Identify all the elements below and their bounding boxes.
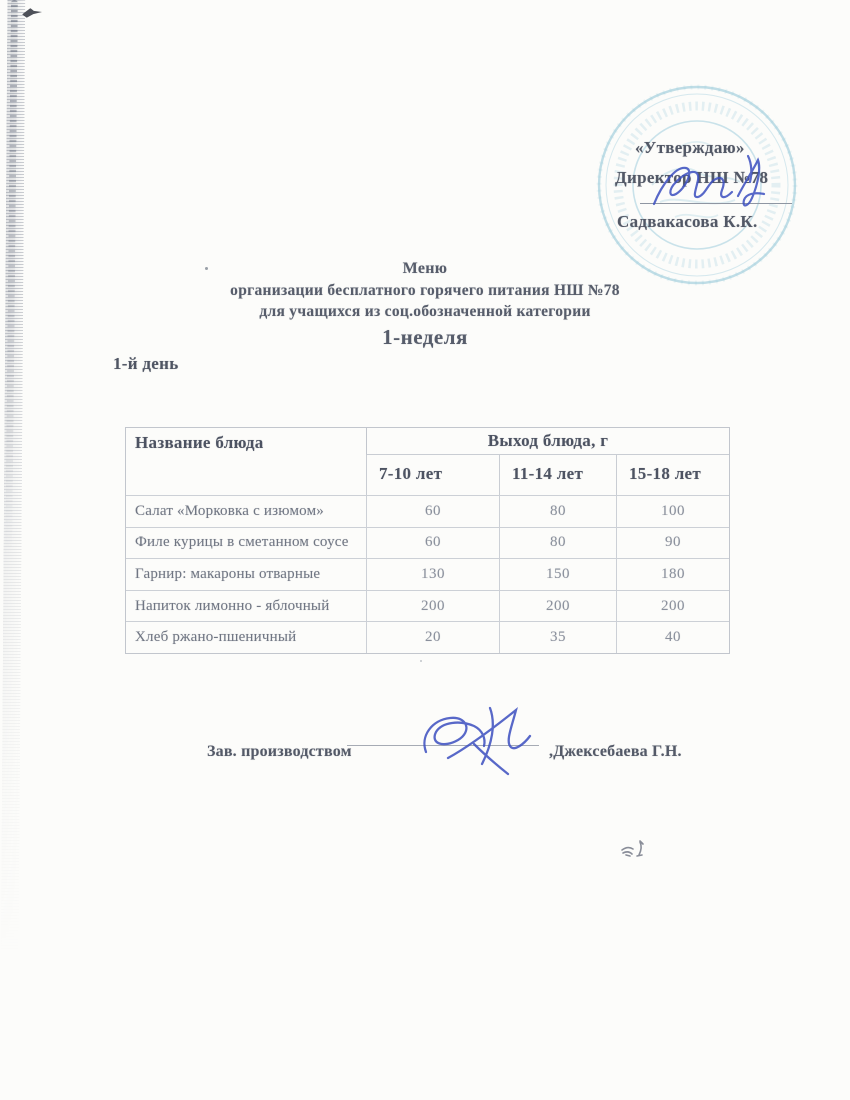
table-row-dish: Гарнир: макароны отварные xyxy=(126,558,366,590)
table-cell-value: 100 xyxy=(616,495,729,527)
production-manager-name: ,Джексебаева Г.Н. xyxy=(549,743,682,760)
table-cell-value: 130 xyxy=(366,558,499,590)
pencil-smudge xyxy=(618,838,652,860)
table-cell-value: 80 xyxy=(499,527,616,559)
dust-speck xyxy=(420,660,422,662)
production-manager-label: Зав. производством xyxy=(207,743,352,760)
table-cell-value: 80 xyxy=(499,495,616,527)
menu-table xyxy=(125,427,730,654)
column-header-dish: Название блюда xyxy=(135,433,264,452)
table-row-dish: Филе курицы в сметанном соусе xyxy=(126,527,366,559)
table-cell-value: 40 xyxy=(616,621,729,653)
day-label: 1-й день xyxy=(113,354,179,373)
week-label: 1-неделя xyxy=(382,325,468,349)
table-cell-value: 35 xyxy=(499,621,616,653)
approval-word: «Утверждаю» xyxy=(635,138,745,157)
table-cell-value: 60 xyxy=(366,527,499,559)
column-header-output: Выход блюда, г xyxy=(366,428,729,455)
table-row-dish: Напиток лимонно - яблочный xyxy=(126,590,366,622)
doc-subtitle-2: для учащихся из соц.обозначенной категории xyxy=(259,303,591,320)
column-header-age-1: 7-10 лет xyxy=(366,455,499,495)
column-header-age-2: 11-14 лет xyxy=(499,455,616,495)
table-cell-value: 60 xyxy=(366,495,499,527)
table-cell-value: 200 xyxy=(366,590,499,622)
table-row-dish: Хлеб ржано-пшеничный xyxy=(126,621,366,653)
table-cell-value: 200 xyxy=(616,590,729,622)
table-cell-value: 90 xyxy=(616,527,729,559)
director-name: Садвакасова К.К. xyxy=(617,212,758,231)
table-cell-value: 20 xyxy=(366,621,499,653)
column-header-age-3: 15-18 лет xyxy=(616,455,729,495)
producer-signature-icon xyxy=(412,700,562,778)
table-row-dish: Салат «Морковка с изюмом» xyxy=(126,495,366,527)
director-signature-icon xyxy=(648,150,790,216)
doc-subtitle-1: организации бесплатного горячего питания НШ №78 xyxy=(230,282,620,299)
table-cell-value: 200 xyxy=(499,590,616,622)
doc-title: Меню xyxy=(402,260,448,277)
approval-director-line: Директор НШ №78 xyxy=(615,167,769,187)
table-cell-value: 150 xyxy=(499,558,616,590)
table-cell-value: 180 xyxy=(616,558,729,590)
